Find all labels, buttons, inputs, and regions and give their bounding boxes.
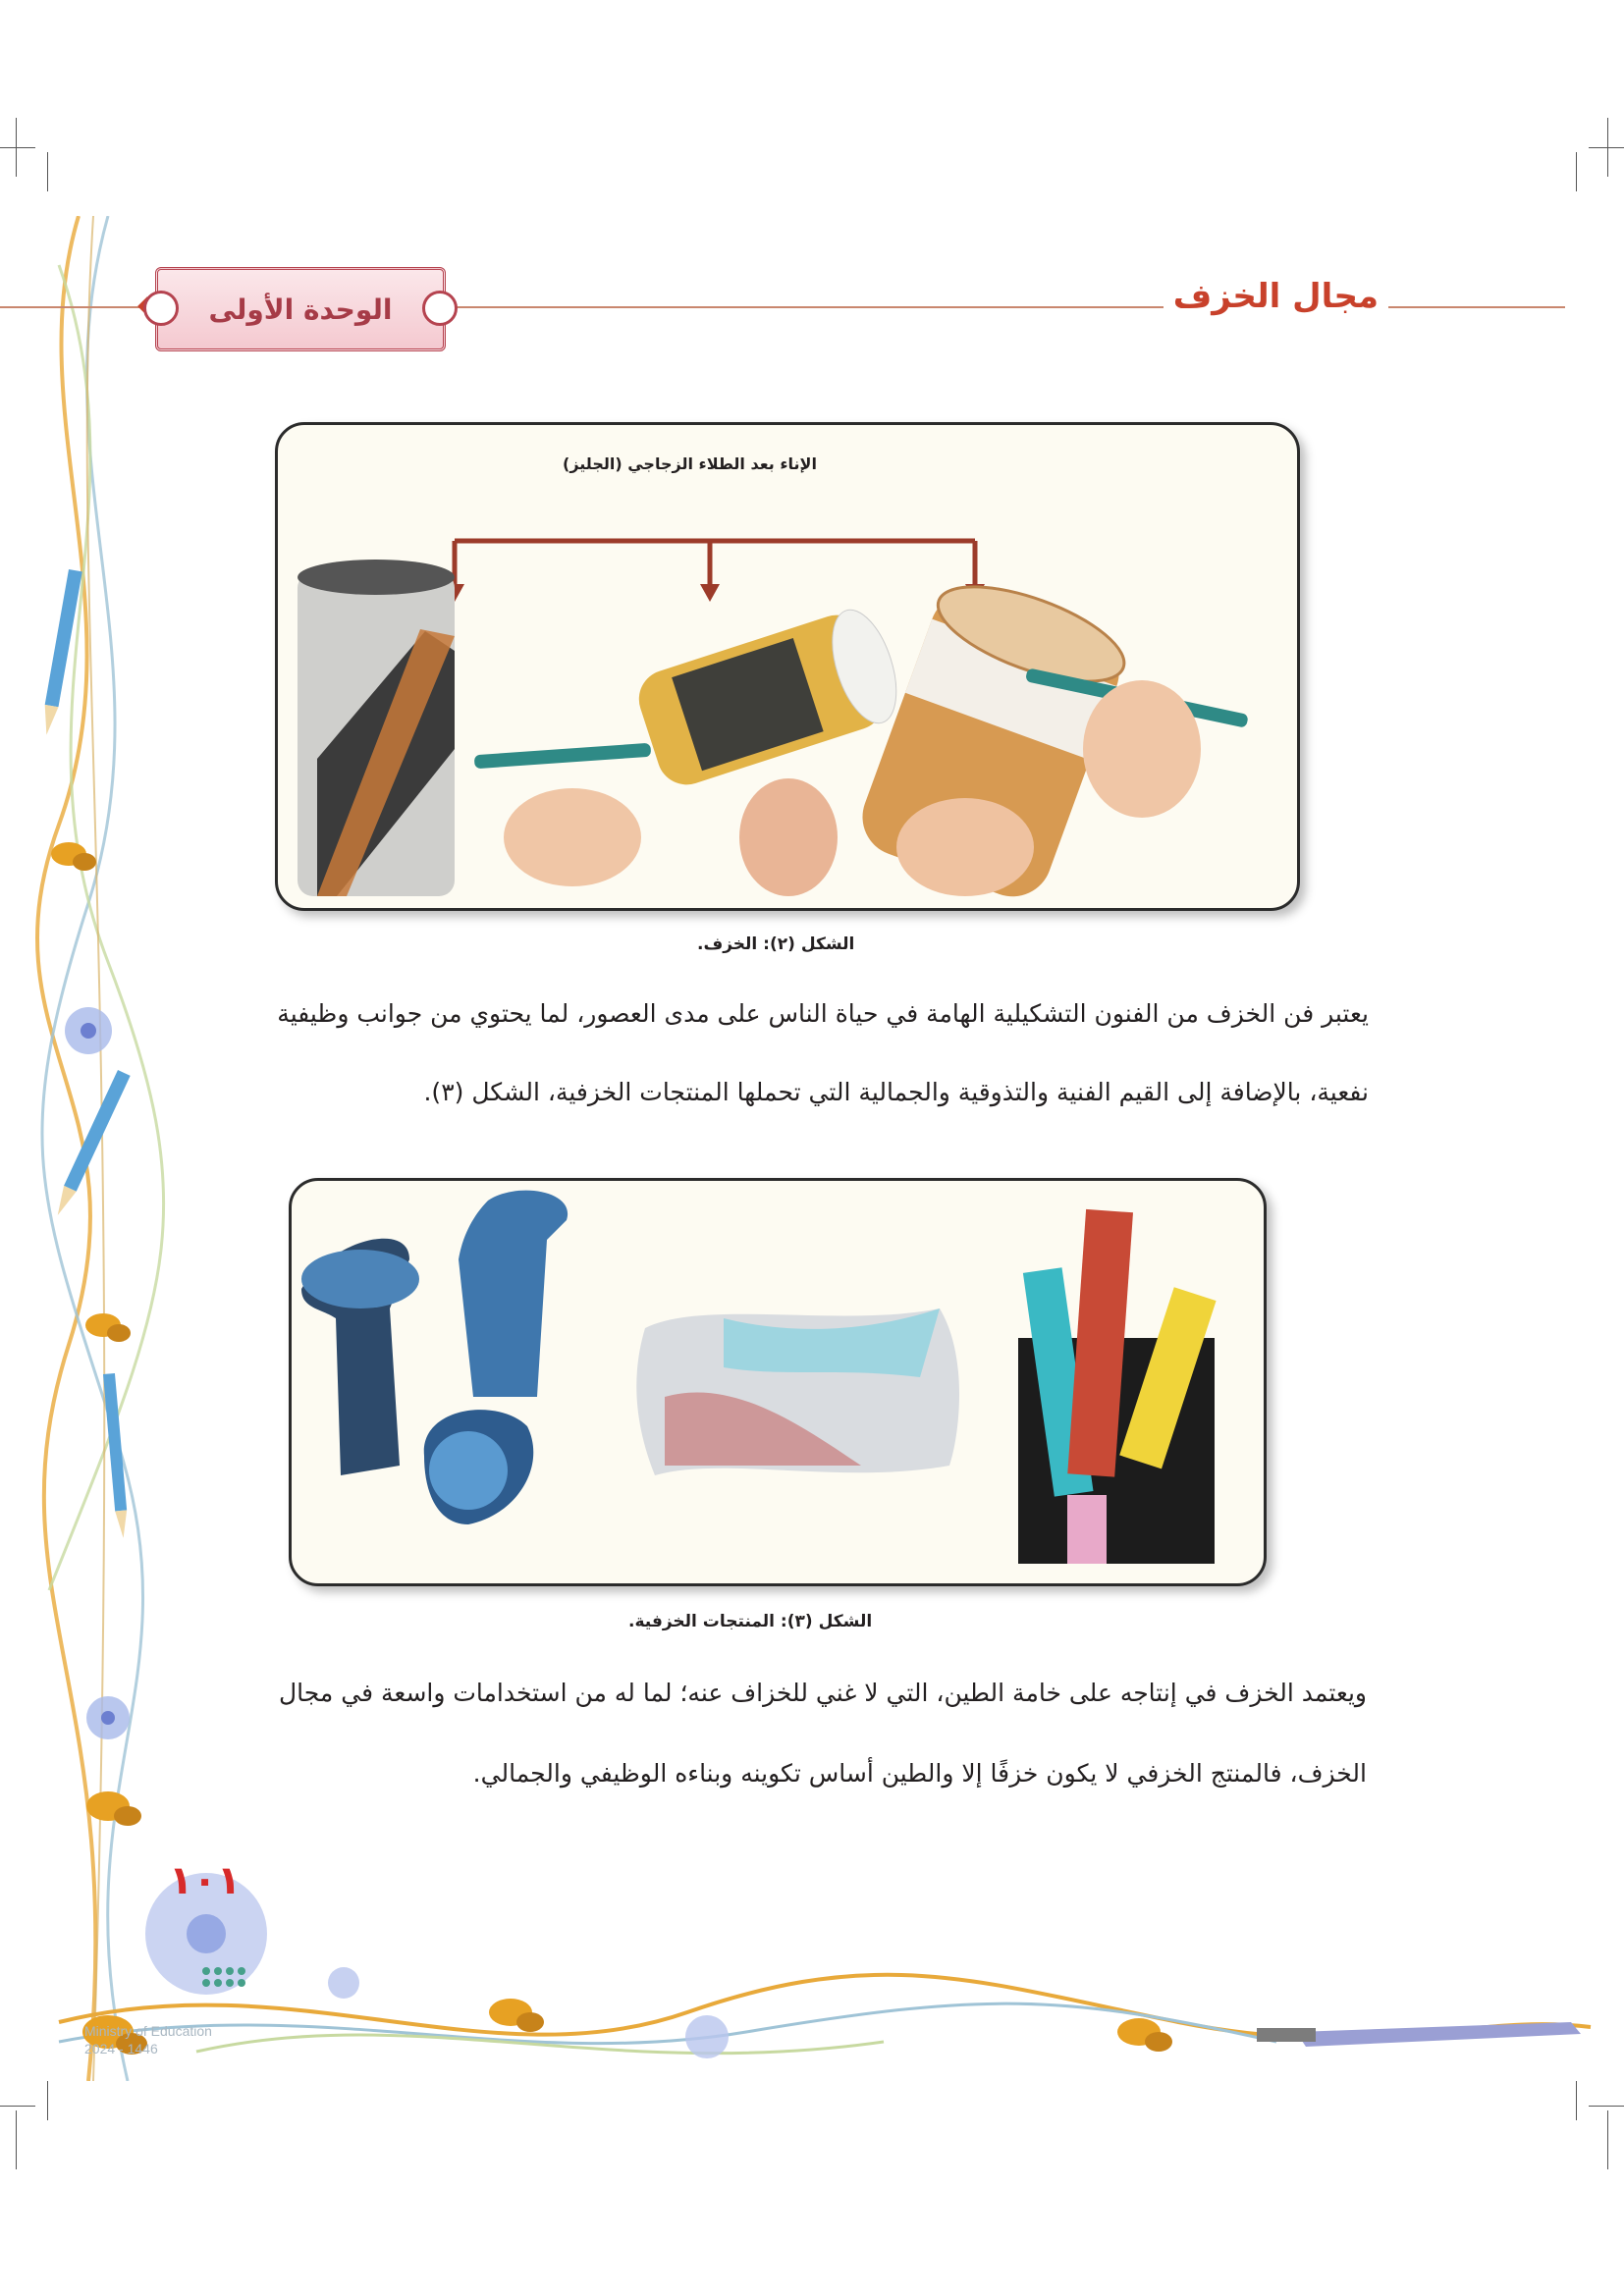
crop-mark: [16, 118, 17, 177]
header-rule: [0, 306, 147, 308]
paragraph-2-line-1: ويعتمد الخزف في إنتاجه على خامة الطين، التي لا غني للخزاف عنه؛ لما له من استخدامات واسعة في مجال: [279, 1679, 1367, 1707]
ministry-line-2: 2024 - 1446: [84, 2041, 158, 2056]
crop-mark: [1589, 2106, 1624, 2107]
unit-label: الوحدة الأولى: [208, 293, 393, 326]
figure-3-caption: الشكل (٣): المنتجات الخزفية.: [628, 1612, 873, 1631]
figure-2-image: [275, 422, 1300, 911]
section-title: مجال الخزف: [1164, 277, 1388, 316]
paragraph-2-line-2: الخزف، فالمنتج الخزفي لا يكون خزفًا إلا والطين أساس تكوينه وبناءه الوظيفي والجمالي.: [472, 1759, 1367, 1788]
glazing-illustration: [278, 425, 1297, 908]
ministry-watermark: [84, 2022, 212, 2057]
page-number: ١٠١: [169, 1858, 242, 1903]
figure-2-caption: الشكل (٢): الخزف.: [697, 934, 855, 954]
crop-mark: [1576, 152, 1577, 191]
crop-mark: [47, 2081, 48, 2120]
badge-ornament: [143, 291, 179, 326]
crop-mark: [0, 2106, 35, 2107]
crop-mark: [1607, 118, 1608, 177]
crop-mark: [1576, 2081, 1577, 2120]
badge-ornament: [422, 291, 458, 326]
decorative-border-left: [0, 216, 196, 2081]
crop-mark: [1589, 147, 1624, 148]
paragraph-1-line-1: يعتبر فن الخزف من الفنون التشكيلية الهامة في حياة الناس على مدى العصور، لما يحتوي من جوانب وظيفية: [277, 999, 1369, 1028]
decorative-border-bottom: [0, 1845, 1624, 2081]
crop-mark: [1607, 2110, 1608, 2169]
paragraph-1-line-2: نفعية، بالإضافة إلى القيم الفنية والتذوقية والجمالية التي تحملها المنتجات الخزفية، الشكل (٣).: [423, 1078, 1369, 1106]
ceramic-products-illustration: [292, 1181, 1264, 1583]
ministry-line-1: Ministry of Education: [84, 2023, 212, 2039]
header-rule: [442, 306, 1565, 308]
unit-badge: [155, 267, 446, 351]
crop-mark: [0, 147, 35, 148]
crop-mark: [16, 2110, 17, 2169]
crop-mark: [47, 152, 48, 191]
figure-3-image: [289, 1178, 1267, 1586]
figure-2-label: الإناء بعد الطلاء الزجاجي (الجليز): [563, 454, 817, 473]
